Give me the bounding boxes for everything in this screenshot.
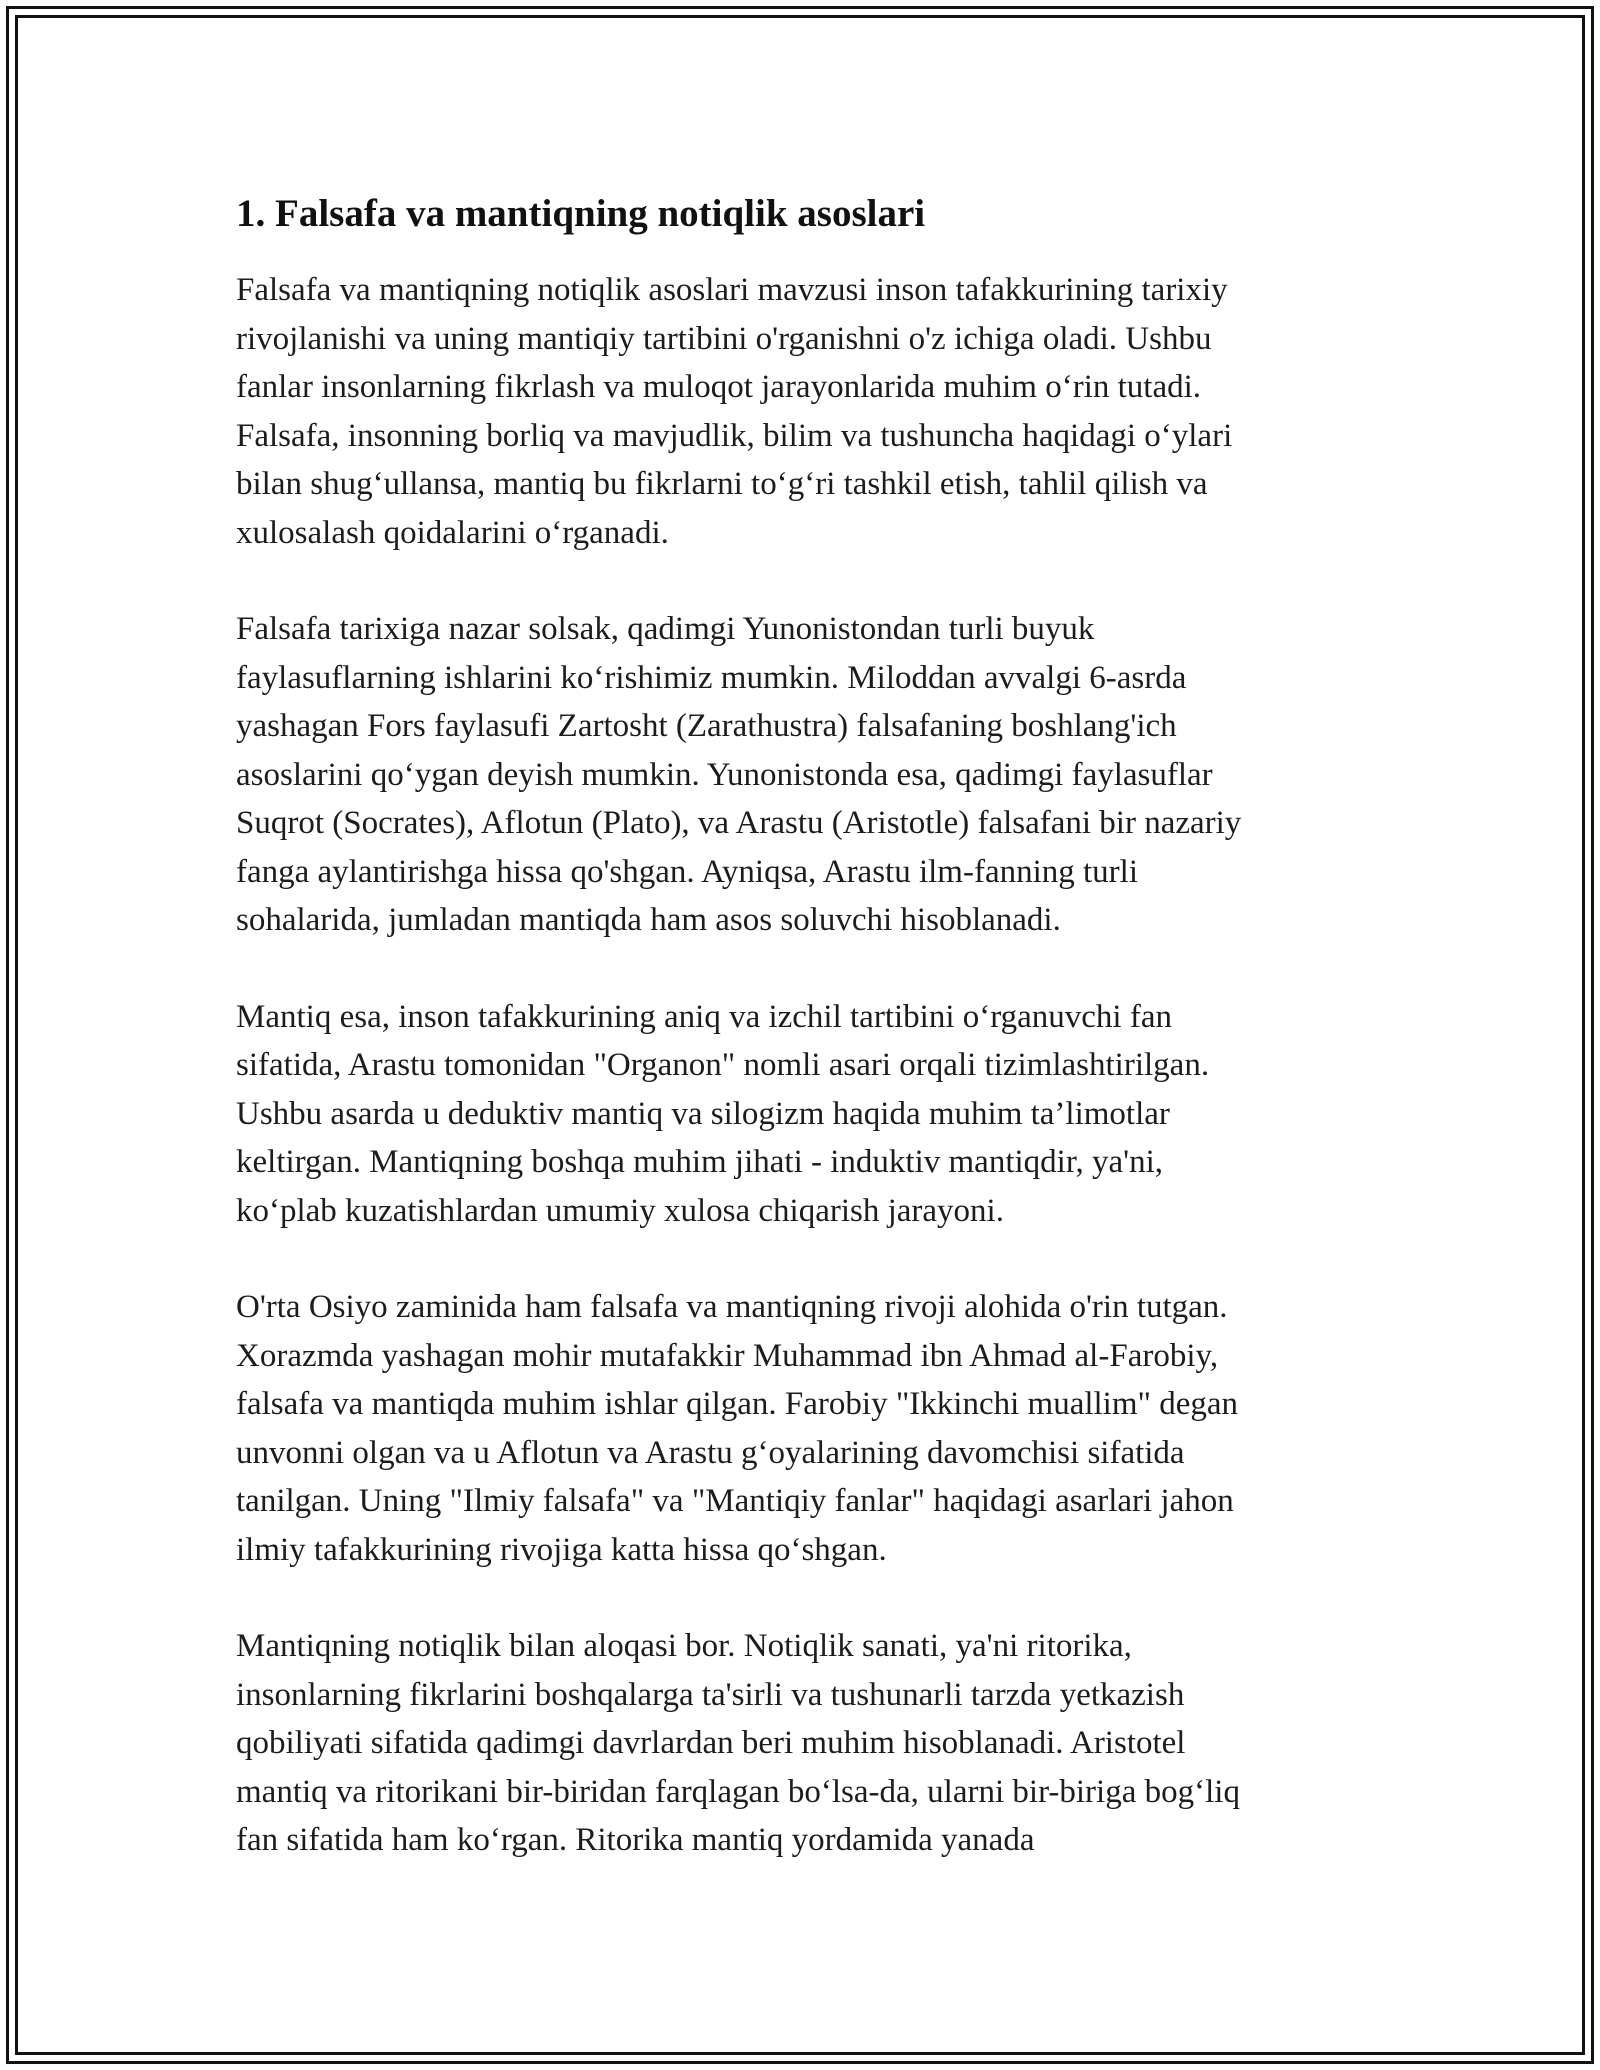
text-line: Xorazmda yashagan mohir mutafakkir Muhammad ibn Ahmad al-Farobiy, [236, 1337, 1219, 1374]
text-line: Falsafa va mantiqning notiqlik asoslari mavzusi inson tafakkurining tarixiy [236, 272, 1228, 308]
text-line: asoslarini qo‘ygan deyish mumkin. Yunonistonda esa, qadimgi faylasuflar [236, 756, 1213, 793]
text-line: unvonni olgan va u Aflotun va Arastu g‘oyalarining davomchisi sifatida [236, 1434, 1185, 1471]
paragraph-4 [236, 1283, 1366, 1574]
section-heading: 1. Falsafa va mantiqning notiqlik asoslari [236, 192, 926, 235]
text-line: fanlar insonlarning fikrlash va muloqot jarayonlarida muhim o‘rin tutadi. [236, 369, 1202, 405]
text-line: xulosalash qoidalarini o‘rganadi. [236, 514, 669, 551]
paragraph-2 [236, 605, 1366, 945]
text-line: Suqrot (Socrates), Aflotun (Plato), va Arastu (Aristotle) falsafani bir nazariy [236, 805, 1242, 841]
document-body [236, 186, 1366, 1913]
paragraph-1 [236, 266, 1366, 557]
text-line: insonlarning fikrlarini boshqalarga ta'sirli va tushunarli tarzda yetkazish [236, 1676, 1185, 1713]
text-line: tanilgan. Uning "Ilmiy falsafa" va "Mantiqiy fanlar" haqidagi asarlari jahon [236, 1483, 1234, 1519]
text-line: keltirgan. Mantiqning boshqa muhim jihati - induktiv mantiqdir, ya'ni, [236, 1144, 1163, 1180]
text-line: yashagan Fors faylasufi Zartosht (Zarathustra) falsafaning boshlang'ich [236, 708, 1177, 744]
text-line: faylasuflarning ishlarini ko‘rishimiz mumkin. Miloddan avvalgi 6-asrda [236, 659, 1187, 696]
text-line: Falsafa tarixiga nazar solsak, qadimgi Yunonistondan turli buyuk [236, 611, 1095, 647]
text-line: Mantiq esa, inson tafakkurining aniq va izchil tartibini o‘rganuvchi fan [236, 998, 1172, 1035]
text-line: O'rta Osiyo zaminida ham falsafa va mantiqning rivoji alohida o'rin tutgan. [236, 1289, 1228, 1325]
text-line: fan sifatida ham ko‘rgan. Ritorika mantiq yordamida yanada [236, 1822, 1035, 1858]
text-line: mantiq va ritorikani bir-biridan farqlagan bo‘lsa-da, ularni bir-biriga bog‘liq [236, 1773, 1240, 1810]
text-line: Falsafa, insonning borliq va mavjudlik, bilim va tushuncha haqidagi o‘ylari [236, 417, 1233, 454]
text-line: rivojlanishi va uning mantiqiy tartibini o'rganishni o'z ichiga oladi. Ushbu [236, 320, 1212, 357]
text-line: Mantiqning notiqlik bilan aloqasi bor. Notiqlik sanati, ya'ni ritorika, [236, 1628, 1132, 1664]
paragraph-5 [236, 1622, 1366, 1865]
text-line: ko‘plab kuzatishlardan umumiy xulosa chiqarish jarayoni. [236, 1192, 1004, 1229]
text-line: Ushbu asarda u deduktiv mantiq va silogizm haqida muhim ta’limotlar [236, 1095, 1170, 1132]
text-line: sohalarida, jumladan mantiqda ham asos soluvchi hisoblanadi. [236, 902, 1061, 938]
paragraph-3 [236, 993, 1366, 1236]
text-line: bilan shug‘ullansa, mantiq bu fikrlarni to‘g‘ri tashkil etish, tahlil qilish va [236, 466, 1208, 502]
text-line: falsafa va mantiqda muhim ishlar qilgan. Farobiy "Ikkinchi muallim" degan [236, 1386, 1239, 1422]
text-line: qobiliyati sifatida qadimgi davrlardan beri muhim hisoblanadi. Aristotel [236, 1725, 1186, 1761]
text-line: fanga aylantirishga hissa qo'shgan. Ayniqsa, Arastu ilm-fanning turli [236, 853, 1139, 890]
text-line: ilmiy tafakkurining rivojiga katta hissa qo‘shgan. [236, 1531, 887, 1568]
text-line: sifatida, Arastu tomonidan "Organon" nomli asari orqali tizimlashtirilgan. [236, 1047, 1210, 1083]
